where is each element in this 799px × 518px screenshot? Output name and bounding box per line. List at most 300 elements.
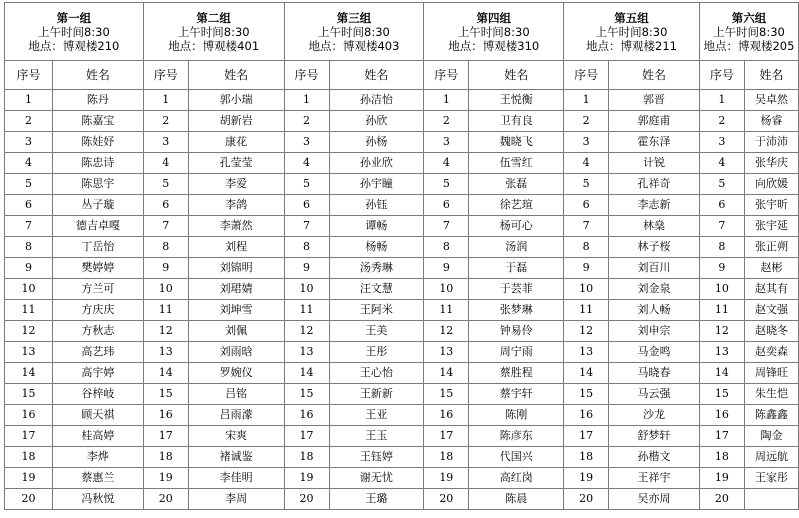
seq-cell: 20	[564, 489, 609, 510]
student-name-cell: 李志新	[609, 195, 700, 216]
table-row	[5, 489, 799, 510]
student-name-cell: 谭畅	[329, 216, 424, 237]
seq-cell: 10	[699, 279, 744, 300]
seq-cell: 6	[143, 195, 188, 216]
student-name-cell: 方兰可	[52, 279, 143, 300]
name-column-header: 姓名	[52, 61, 143, 90]
seq-cell: 10	[284, 279, 329, 300]
seq-cell: 2	[143, 111, 188, 132]
seq-cell: 16	[699, 405, 744, 426]
student-name-cell: 谷梓岐	[52, 384, 143, 405]
seq-cell: 1	[564, 90, 609, 111]
seq-cell: 8	[564, 237, 609, 258]
seq-cell: 19	[5, 468, 53, 489]
group-name: 第五组	[614, 10, 649, 25]
seq-column-header: 序号	[424, 61, 469, 90]
seq-cell: 14	[143, 363, 188, 384]
table-row	[5, 258, 799, 279]
student-name-cell: 陈娃妤	[52, 132, 143, 153]
seq-cell: 16	[143, 405, 188, 426]
seq-cell: 19	[424, 468, 469, 489]
student-name-cell: 马云强	[609, 384, 700, 405]
seq-cell: 3	[5, 132, 53, 153]
seq-cell: 10	[5, 279, 53, 300]
student-name-cell: 刘程	[188, 237, 284, 258]
student-name-cell: 王亚	[329, 405, 424, 426]
seq-cell: 11	[699, 300, 744, 321]
seq-cell: 16	[564, 405, 609, 426]
student-name-cell: 陈思宇	[52, 174, 143, 195]
student-name-cell: 计锐	[609, 153, 700, 174]
student-name-cell: 钟易伶	[469, 321, 564, 342]
seq-cell: 12	[284, 321, 329, 342]
student-name-cell: 周锋旺	[744, 363, 798, 384]
seq-cell: 17	[5, 426, 53, 447]
student-name-cell: 陶金	[744, 426, 798, 447]
seq-cell: 2	[699, 111, 744, 132]
student-name-cell: 王祥宇	[609, 468, 700, 489]
student-name-cell: 李萧然	[188, 216, 284, 237]
group-time: 上午时间8:30	[177, 24, 250, 39]
student-name-cell: 刘坤雪	[188, 300, 284, 321]
seq-cell: 13	[564, 342, 609, 363]
group-location: 地点：博观楼401	[168, 38, 260, 53]
seq-cell: 1	[143, 90, 188, 111]
seq-cell: 18	[5, 447, 53, 468]
seq-cell: 17	[564, 426, 609, 447]
seq-column-header: 序号	[143, 61, 188, 90]
student-name-cell	[744, 489, 798, 510]
seq-cell: 4	[564, 153, 609, 174]
seq-cell: 20	[699, 489, 744, 510]
seq-cell: 2	[284, 111, 329, 132]
table-row	[5, 279, 799, 300]
student-name-cell: 刘珺婧	[188, 279, 284, 300]
name-column-header: 姓名	[329, 61, 424, 90]
seq-cell: 15	[143, 384, 188, 405]
table-row	[5, 237, 799, 258]
student-name-cell: 徐艺瑄	[469, 195, 564, 216]
seq-cell: 20	[424, 489, 469, 510]
student-name-cell: 顾天祺	[52, 405, 143, 426]
seq-cell: 5	[5, 174, 53, 195]
seq-cell: 12	[5, 321, 53, 342]
seq-cell: 5	[699, 174, 744, 195]
name-column-header: 姓名	[609, 61, 700, 90]
seq-column-header: 序号	[564, 61, 609, 90]
student-name-cell: 方秋志	[52, 321, 143, 342]
student-name-cell: 宋爽	[188, 426, 284, 447]
student-name-cell: 李烨	[52, 447, 143, 468]
seq-cell: 15	[424, 384, 469, 405]
student-name-cell: 丁岳怡	[52, 237, 143, 258]
seq-cell: 17	[284, 426, 329, 447]
student-name-cell: 樊婷婷	[52, 258, 143, 279]
student-name-cell: 吕铭	[188, 384, 284, 405]
seq-cell: 2	[424, 111, 469, 132]
student-name-cell: 刘佩	[188, 321, 284, 342]
student-name-cell: 王心怡	[329, 363, 424, 384]
student-name-cell: 李爱	[188, 174, 284, 195]
seq-cell: 20	[5, 489, 53, 510]
group-location: 地点：博观楼210	[28, 38, 120, 53]
student-name-cell: 杨畅	[329, 237, 424, 258]
student-name-cell: 张磊	[469, 174, 564, 195]
seq-cell: 20	[143, 489, 188, 510]
name-column-header: 姓名	[188, 61, 284, 90]
column-header-row	[5, 61, 799, 90]
student-name-cell: 孙欣	[329, 111, 424, 132]
student-name-cell: 于芸菲	[469, 279, 564, 300]
student-name-cell: 吕雨濛	[188, 405, 284, 426]
student-name-cell: 周远航	[744, 447, 798, 468]
seq-cell: 15	[5, 384, 53, 405]
student-name-cell: 高宇婷	[52, 363, 143, 384]
group-header-cell	[564, 3, 700, 61]
seq-cell: 15	[699, 384, 744, 405]
seq-cell: 12	[564, 321, 609, 342]
student-name-cell: 蔡惠兰	[52, 468, 143, 489]
student-name-cell: 刘锦明	[188, 258, 284, 279]
seq-cell: 7	[564, 216, 609, 237]
student-name-cell: 德吉卓嘎	[52, 216, 143, 237]
seq-cell: 5	[564, 174, 609, 195]
student-name-cell: 刘雨晗	[188, 342, 284, 363]
student-name-cell: 高艺玮	[52, 342, 143, 363]
group-time: 上午时间8:30	[595, 24, 668, 39]
student-name-cell: 陈刚	[469, 405, 564, 426]
seq-cell: 14	[5, 363, 53, 384]
exam-group-table	[4, 2, 799, 510]
seq-cell: 8	[424, 237, 469, 258]
seq-cell: 9	[699, 258, 744, 279]
student-name-cell: 陈嘉宝	[52, 111, 143, 132]
student-name-cell: 张宇延	[744, 216, 798, 237]
student-name-cell: 王悦衡	[469, 90, 564, 111]
seq-cell: 4	[143, 153, 188, 174]
seq-cell: 16	[284, 405, 329, 426]
table-row	[5, 300, 799, 321]
student-name-cell: 孙钰	[329, 195, 424, 216]
seq-cell: 7	[424, 216, 469, 237]
student-name-cell: 郭小瑞	[188, 90, 284, 111]
seq-cell: 13	[699, 342, 744, 363]
seq-cell: 1	[284, 90, 329, 111]
student-name-cell: 林燊	[609, 216, 700, 237]
seq-cell: 3	[284, 132, 329, 153]
table-row	[5, 321, 799, 342]
seq-cell: 19	[143, 468, 188, 489]
student-name-cell: 丛子璇	[52, 195, 143, 216]
student-name-cell: 马晓春	[609, 363, 700, 384]
seq-cell: 18	[284, 447, 329, 468]
name-column-header: 姓名	[744, 61, 798, 90]
student-name-cell: 向欣媛	[744, 174, 798, 195]
seq-cell: 14	[699, 363, 744, 384]
seq-cell: 8	[143, 237, 188, 258]
table-row	[5, 342, 799, 363]
student-name-cell: 伍雪红	[469, 153, 564, 174]
seq-cell: 1	[5, 90, 53, 111]
student-name-cell: 刘百川	[609, 258, 700, 279]
seq-cell: 10	[564, 279, 609, 300]
student-name-cell: 王阿米	[329, 300, 424, 321]
seq-cell: 7	[284, 216, 329, 237]
student-name-cell: 胡新岩	[188, 111, 284, 132]
seq-cell: 10	[143, 279, 188, 300]
seq-cell: 10	[424, 279, 469, 300]
student-name-cell: 孔莹莹	[188, 153, 284, 174]
seq-cell: 6	[424, 195, 469, 216]
student-name-cell: 王美	[329, 321, 424, 342]
seq-cell: 18	[424, 447, 469, 468]
student-name-cell: 张宇昕	[744, 195, 798, 216]
table-row	[5, 174, 799, 195]
seq-cell: 13	[424, 342, 469, 363]
seq-cell: 9	[143, 258, 188, 279]
seq-cell: 8	[284, 237, 329, 258]
seq-cell: 15	[564, 384, 609, 405]
student-name-cell: 孔祥奇	[609, 174, 700, 195]
seq-cell: 19	[699, 468, 744, 489]
student-name-cell: 王璐	[329, 489, 424, 510]
student-rows	[5, 90, 799, 510]
student-name-cell: 代国兴	[469, 447, 564, 468]
student-name-cell: 汤秀琳	[329, 258, 424, 279]
student-name-cell: 刘人畅	[609, 300, 700, 321]
seq-cell: 6	[284, 195, 329, 216]
group-name: 第二组	[196, 10, 231, 25]
student-name-cell: 谢无忧	[329, 468, 424, 489]
group-header-cell	[424, 3, 564, 61]
seq-cell: 19	[564, 468, 609, 489]
student-name-cell: 方庆庆	[52, 300, 143, 321]
seq-cell: 20	[284, 489, 329, 510]
table-row	[5, 447, 799, 468]
student-name-cell: 沙龙	[609, 405, 700, 426]
group-header-cell	[143, 3, 284, 61]
seq-cell: 12	[143, 321, 188, 342]
seq-cell: 5	[143, 174, 188, 195]
student-name-cell: 褚诚鉴	[188, 447, 284, 468]
student-name-cell: 郭庭甫	[609, 111, 700, 132]
student-name-cell: 张正朔	[744, 237, 798, 258]
seq-cell: 3	[699, 132, 744, 153]
student-name-cell: 高红岗	[469, 468, 564, 489]
student-name-cell: 冯秋悦	[52, 489, 143, 510]
student-name-cell: 赵文强	[744, 300, 798, 321]
student-name-cell: 杨睿	[744, 111, 798, 132]
group-location: 地点：博观楼205	[703, 38, 795, 53]
seq-cell: 5	[284, 174, 329, 195]
student-name-cell: 王新新	[329, 384, 424, 405]
seq-cell: 14	[424, 363, 469, 384]
seq-cell: 11	[143, 300, 188, 321]
group-header-cell	[5, 3, 144, 61]
seq-cell: 17	[143, 426, 188, 447]
student-name-cell: 于磊	[469, 258, 564, 279]
group-location: 地点：博观楼403	[308, 38, 400, 53]
student-name-cell: 汪文慧	[329, 279, 424, 300]
seq-column-header: 序号	[284, 61, 329, 90]
table-row	[5, 132, 799, 153]
student-name-cell: 王钰婷	[329, 447, 424, 468]
seq-cell: 6	[5, 195, 53, 216]
student-name-cell: 王玉	[329, 426, 424, 447]
student-name-cell: 舒梦轩	[609, 426, 700, 447]
seq-cell: 9	[284, 258, 329, 279]
student-name-cell: 陈忠诗	[52, 153, 143, 174]
group-time: 上午时间8:30	[457, 24, 530, 39]
student-name-cell: 林子桜	[609, 237, 700, 258]
table-row	[5, 384, 799, 405]
student-name-cell: 王彤	[329, 342, 424, 363]
name-column-header: 姓名	[469, 61, 564, 90]
group-time: 上午时间8:30	[37, 24, 110, 39]
seq-cell: 7	[5, 216, 53, 237]
student-name-cell: 于沛沛	[744, 132, 798, 153]
seq-cell: 2	[564, 111, 609, 132]
student-name-cell: 陈鑫鑫	[744, 405, 798, 426]
seq-cell: 1	[424, 90, 469, 111]
seq-cell: 18	[143, 447, 188, 468]
student-name-cell: 张华庆	[744, 153, 798, 174]
student-name-cell: 罗婉仪	[188, 363, 284, 384]
student-name-cell: 陈丹	[52, 90, 143, 111]
group-location: 地点：博观楼211	[586, 38, 677, 53]
group-header-cell	[284, 3, 424, 61]
seq-cell: 17	[699, 426, 744, 447]
student-name-cell: 汤润	[469, 237, 564, 258]
student-name-cell: 吴卓然	[744, 90, 798, 111]
table-row	[5, 153, 799, 174]
student-name-cell: 陈彦东	[469, 426, 564, 447]
seq-cell: 4	[699, 153, 744, 174]
seq-cell: 7	[699, 216, 744, 237]
student-name-cell: 陈晨	[469, 489, 564, 510]
student-name-cell: 朱生恺	[744, 384, 798, 405]
group-name: 第四组	[476, 10, 511, 25]
student-name-cell: 蔡胜程	[469, 363, 564, 384]
seq-cell: 2	[5, 111, 53, 132]
group-header-row	[5, 3, 799, 61]
table-row	[5, 405, 799, 426]
seq-cell: 13	[5, 342, 53, 363]
seq-cell: 8	[5, 237, 53, 258]
table-row	[5, 111, 799, 132]
seq-cell: 13	[284, 342, 329, 363]
seq-cell: 6	[564, 195, 609, 216]
student-name-cell: 马金鸣	[609, 342, 700, 363]
seq-cell: 1	[699, 90, 744, 111]
student-name-cell: 孙楷文	[609, 447, 700, 468]
seq-cell: 18	[564, 447, 609, 468]
seq-cell: 11	[5, 300, 53, 321]
seq-cell: 19	[284, 468, 329, 489]
student-name-cell: 刘金泉	[609, 279, 700, 300]
group-time: 上午时间8:30	[713, 24, 785, 39]
seq-column-header: 序号	[5, 61, 53, 90]
seq-column-header: 序号	[699, 61, 744, 90]
seq-cell: 11	[284, 300, 329, 321]
seq-cell: 16	[424, 405, 469, 426]
student-name-cell: 张梦琳	[469, 300, 564, 321]
student-name-cell: 李佳明	[188, 468, 284, 489]
seq-cell: 3	[564, 132, 609, 153]
student-name-cell: 赵奕森	[744, 342, 798, 363]
table-row	[5, 195, 799, 216]
seq-cell: 12	[424, 321, 469, 342]
seq-cell: 13	[143, 342, 188, 363]
group-header-cell	[699, 3, 798, 61]
seq-cell: 6	[699, 195, 744, 216]
student-name-cell: 蔡宇轩	[469, 384, 564, 405]
student-name-cell: 孙业欣	[329, 153, 424, 174]
seq-cell: 15	[284, 384, 329, 405]
table-row	[5, 90, 799, 111]
seq-cell: 5	[424, 174, 469, 195]
student-name-cell: 李鸽	[188, 195, 284, 216]
seq-cell: 8	[699, 237, 744, 258]
seq-cell: 3	[424, 132, 469, 153]
seq-cell: 11	[564, 300, 609, 321]
seq-cell: 18	[699, 447, 744, 468]
student-name-cell: 赵彬	[744, 258, 798, 279]
seq-cell: 14	[284, 363, 329, 384]
student-name-cell: 魏晓飞	[469, 132, 564, 153]
table-row	[5, 426, 799, 447]
student-name-cell: 孙宇瞳	[329, 174, 424, 195]
table-row	[5, 216, 799, 237]
seq-cell: 9	[424, 258, 469, 279]
student-name-cell: 王家彤	[744, 468, 798, 489]
table-row	[5, 363, 799, 384]
student-name-cell: 李周	[188, 489, 284, 510]
seq-cell: 7	[143, 216, 188, 237]
student-name-cell: 霍东泽	[609, 132, 700, 153]
group-time: 上午时间8:30	[318, 24, 390, 39]
seq-cell: 11	[424, 300, 469, 321]
seq-cell: 3	[143, 132, 188, 153]
seq-cell: 12	[699, 321, 744, 342]
seq-cell: 9	[5, 258, 53, 279]
seq-cell: 9	[564, 258, 609, 279]
student-name-cell: 杨可心	[469, 216, 564, 237]
seq-cell: 4	[5, 153, 53, 174]
student-name-cell: 赵其有	[744, 279, 798, 300]
student-name-cell: 卫有良	[469, 111, 564, 132]
group-name: 第一组	[56, 10, 92, 25]
student-name-cell: 桂高婷	[52, 426, 143, 447]
student-name-cell: 周宁雨	[469, 342, 564, 363]
student-name-cell: 刘申宗	[609, 321, 700, 342]
seq-cell: 4	[424, 153, 469, 174]
table-row	[5, 468, 799, 489]
student-name-cell: 孙洁怡	[329, 90, 424, 111]
student-name-cell: 康花	[188, 132, 284, 153]
seq-cell: 14	[564, 363, 609, 384]
group-name: 第六组	[731, 10, 767, 25]
student-name-cell: 赵晓冬	[744, 321, 798, 342]
seq-cell: 4	[284, 153, 329, 174]
student-name-cell: 吴亦周	[609, 489, 700, 510]
seq-cell: 16	[5, 405, 53, 426]
student-name-cell: 孙杨	[329, 132, 424, 153]
group-location: 地点：博观楼310	[448, 38, 540, 53]
student-name-cell: 郭晋	[609, 90, 700, 111]
group-name: 第三组	[336, 10, 372, 25]
seq-cell: 17	[424, 426, 469, 447]
